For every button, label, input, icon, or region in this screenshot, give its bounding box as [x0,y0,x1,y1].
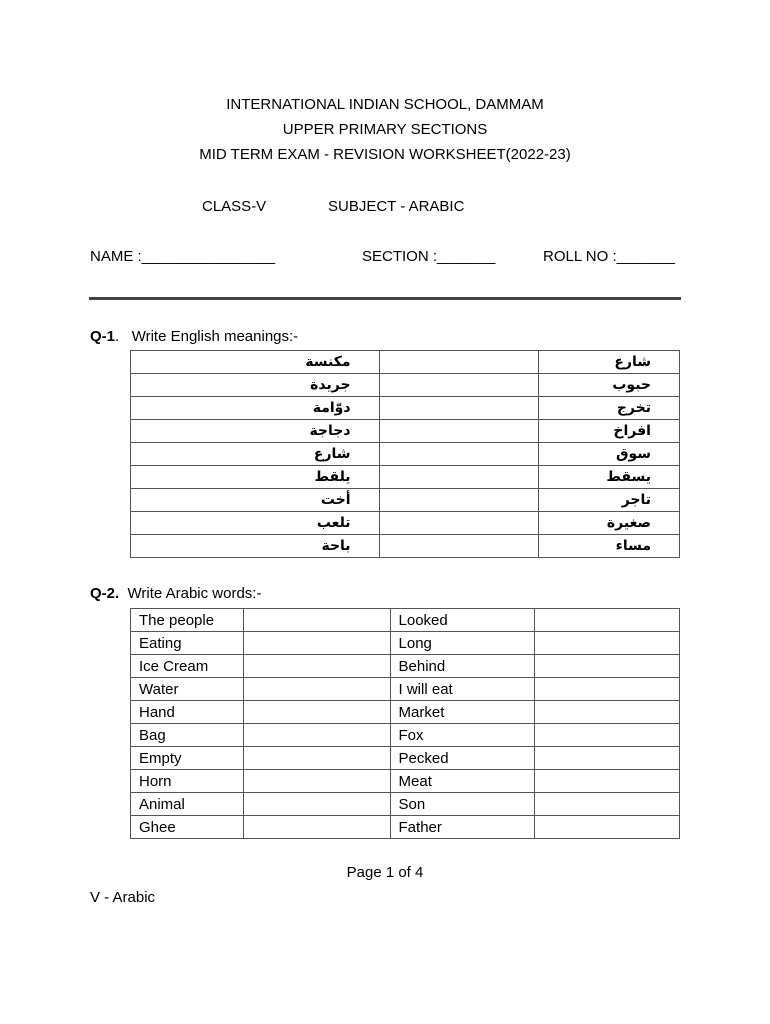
footer-label: V - Arabic [90,889,156,906]
answer-cell[interactable] [535,701,680,724]
subject-label: SUBJECT - ARABIC [328,198,465,215]
answer-cell[interactable] [243,609,390,632]
arabic-word: دوّامة [131,397,380,420]
english-word: Behind [390,655,535,678]
arabic-word: مكنسة [131,351,380,374]
english-word: Looked [390,609,535,632]
q2-table [130,608,680,839]
answer-cell[interactable] [535,632,680,655]
table-row [131,512,680,535]
english-word: Animal [131,793,244,816]
table-row [131,443,680,466]
answer-cell[interactable] [379,443,539,466]
answer-cell[interactable] [379,466,539,489]
answer-cell[interactable] [243,724,390,747]
section-name: UPPER PRIMARY SECTIONS [282,121,488,138]
answer-cell[interactable] [243,770,390,793]
answer-cell[interactable] [535,816,680,839]
arabic-word: جريدة [131,374,380,397]
english-word: Hand [131,701,244,724]
q1-instruction: Write English meanings:- [131,328,299,345]
q1-number: Q-1 [90,328,116,345]
table-row [131,466,680,489]
table-row [131,770,680,793]
english-word: Son [390,793,535,816]
english-word: Horn [131,770,244,793]
answer-cell[interactable] [243,632,390,655]
table-row [131,747,680,770]
english-word: Empty [131,747,244,770]
table-row [131,793,680,816]
table-row [131,609,680,632]
arabic-word: يسقط [539,466,680,489]
arabic-word: يلقط [131,466,380,489]
page-number: Page 1 of 4 [346,864,424,881]
english-word: Ghee [131,816,244,839]
answer-cell[interactable] [535,793,680,816]
arabic-word: دجاجة [131,420,380,443]
answer-cell[interactable] [243,701,390,724]
answer-cell[interactable] [379,512,539,535]
answer-cell[interactable] [535,678,680,701]
arabic-word: تاجر [539,489,680,512]
english-word: I will eat [390,678,535,701]
table-row [131,632,680,655]
answer-cell[interactable] [535,655,680,678]
arabic-word: تخرج [539,397,680,420]
answer-cell[interactable] [379,351,539,374]
answer-cell[interactable] [243,793,390,816]
english-word: The people [131,609,244,632]
english-word: Meat [390,770,535,793]
table-row [131,351,680,374]
table-row [131,397,680,420]
arabic-word: صغيرة [539,512,680,535]
table-row [131,489,680,512]
answer-cell[interactable] [243,816,390,839]
arabic-word: مساء [539,535,680,558]
answer-cell[interactable] [379,535,539,558]
q2-number: Q-2. [90,585,120,602]
table-row [131,535,680,558]
english-word: Long [390,632,535,655]
q2-heading [90,585,261,602]
english-word: Fox [390,724,535,747]
arabic-word: شارع [539,351,680,374]
arabic-word: تلعب [131,512,380,535]
class-label: CLASS-V [202,198,267,215]
answer-cell[interactable] [535,747,680,770]
answer-cell[interactable] [243,678,390,701]
school-name: INTERNATIONAL INDIAN SCHOOL, DAMMAM [226,96,544,113]
arabic-word: افراخ [539,420,680,443]
table-row [131,374,680,397]
arabic-word: شارع [131,443,380,466]
table-row [131,724,680,747]
divider [89,297,681,300]
english-word: Ice Cream [131,655,244,678]
answer-cell[interactable] [243,747,390,770]
answer-cell[interactable] [535,609,680,632]
q2-instruction: Write Arabic words:- [127,585,262,602]
exam-title: MID TERM EXAM - REVISION WORKSHEET(2022-23) [199,146,571,163]
english-word: Pecked [390,747,535,770]
table-row [131,655,680,678]
arabic-word: سوق [539,443,680,466]
table-row [131,420,680,443]
english-word: Bag [131,724,244,747]
answer-cell[interactable] [379,489,539,512]
arabic-word: حبوب [539,374,680,397]
q1-heading [90,328,298,345]
english-word: Father [390,816,535,839]
arabic-word: أخت [131,489,380,512]
english-word: Water [131,678,244,701]
answer-cell[interactable] [379,420,539,443]
answer-cell[interactable] [379,374,539,397]
arabic-word: باحة [131,535,380,558]
english-word: Market [390,701,535,724]
english-word: Eating [131,632,244,655]
section-field[interactable]: SECTION :_______ [362,248,496,265]
q1-table [130,350,680,558]
q1-dot: . [115,328,120,345]
answer-cell[interactable] [243,655,390,678]
answer-cell[interactable] [379,397,539,420]
table-row [131,701,680,724]
name-field[interactable]: NAME :________________ [90,248,276,265]
answer-cell[interactable] [535,770,680,793]
roll-field[interactable]: ROLL NO :_______ [543,248,676,265]
table-row [131,816,680,839]
table-row [131,678,680,701]
answer-cell[interactable] [535,724,680,747]
